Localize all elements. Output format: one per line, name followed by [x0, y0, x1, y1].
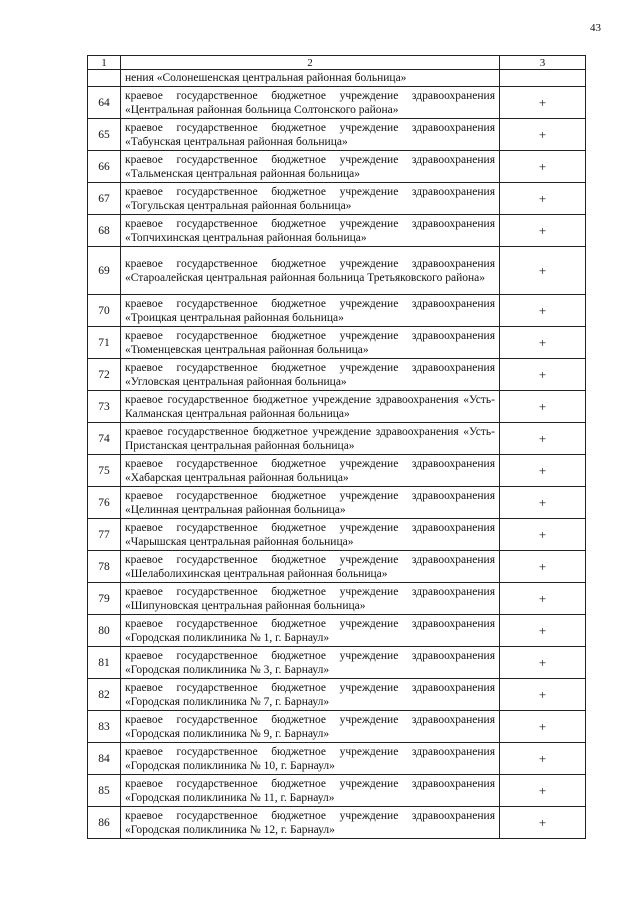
- row-number: 82: [88, 679, 121, 711]
- header-col-1: 1: [88, 56, 121, 70]
- institution-name: краевое государственное бюджетное учреждение здравоохранения «Троицкая центральная районная больница»: [121, 295, 500, 327]
- table-row: [88, 647, 586, 679]
- inclusion-mark: +: [500, 87, 586, 119]
- row-number: 86: [88, 807, 121, 839]
- table-row: [88, 295, 586, 327]
- table-row: [88, 487, 586, 519]
- institution-name: краевое государственное бюджетное учреждение здравоохранения «Городская поликлиника № 9, г. Барнаул»: [121, 711, 500, 743]
- table-row: [88, 327, 586, 359]
- institution-name: краевое государственное бюджетное учреждение здравоохранения «Шипуновская центральная районная больница»: [121, 583, 500, 615]
- inclusion-mark: +: [500, 615, 586, 647]
- inclusion-mark: +: [500, 215, 586, 247]
- row-number: 81: [88, 647, 121, 679]
- row-number: 76: [88, 487, 121, 519]
- row-number: 69: [88, 247, 121, 295]
- institution-name: краевое государственное бюджетное учреждение здравоохранения «Чарышская центральная районная больница»: [121, 519, 500, 551]
- header-col-2: 2: [121, 56, 500, 70]
- table-row: [88, 775, 586, 807]
- row-number: 67: [88, 183, 121, 215]
- inclusion-mark: +: [500, 151, 586, 183]
- institution-name: краевое государственное бюджетное учреждение здравоохранения «Городская поликлиника № 11, г. Барнаул»: [121, 775, 500, 807]
- row-number: 65: [88, 119, 121, 151]
- inclusion-mark: +: [500, 487, 586, 519]
- institution-name: краевое государственное бюджетное учреждение здравоохранения «Усть-Калманская центральная районная больница»: [121, 391, 500, 423]
- row-number: 74: [88, 423, 121, 455]
- table-row: [88, 807, 586, 839]
- inclusion-mark: +: [500, 391, 586, 423]
- institution-name: краевое государственное бюджетное учреждение здравоохранения «Городская поликлиника № 1, г. Барнаул»: [121, 615, 500, 647]
- inclusion-mark: +: [500, 359, 586, 391]
- row-number: 73: [88, 391, 121, 423]
- inclusion-mark: +: [500, 679, 586, 711]
- inclusion-mark: +: [500, 423, 586, 455]
- row-number: 80: [88, 615, 121, 647]
- institution-name: краевое государственное бюджетное учреждение здравоохранения «Городская поликлиника № 7, г. Барнаул»: [121, 679, 500, 711]
- institution-name: краевое государственное бюджетное учреждение здравоохранения «Угловская центральная районная больница»: [121, 359, 500, 391]
- table-row: [88, 711, 586, 743]
- row-number: 68: [88, 215, 121, 247]
- inclusion-mark: +: [500, 183, 586, 215]
- table-row: [88, 679, 586, 711]
- institution-name: краевое государственное бюджетное учреждение здравоохранения «Городская поликлиника № 10, г. Барнаул»: [121, 743, 500, 775]
- table-row: [88, 215, 586, 247]
- institution-name: краевое государственное бюджетное учреждение здравоохранения «Староалейская центральная районная больница Третьяковского района»: [121, 247, 500, 295]
- table-row: [88, 183, 586, 215]
- inclusion-mark: +: [500, 295, 586, 327]
- continuation-row: [88, 70, 586, 87]
- inclusion-mark: +: [500, 647, 586, 679]
- row-number: 77: [88, 519, 121, 551]
- table-row: [88, 583, 586, 615]
- table-row: [88, 519, 586, 551]
- row-number: 84: [88, 743, 121, 775]
- row-mark-cell: [500, 70, 586, 87]
- inclusion-mark: +: [500, 583, 586, 615]
- institutions-table: [87, 55, 586, 839]
- table-row: [88, 423, 586, 455]
- table-row: [88, 391, 586, 423]
- row-number: 70: [88, 295, 121, 327]
- header-col-3: 3: [500, 56, 586, 70]
- institution-name: краевое государственное бюджетное учреждение здравоохранения «Городская поликлиника № 3, г. Барнаул»: [121, 647, 500, 679]
- row-number: 75: [88, 455, 121, 487]
- inclusion-mark: +: [500, 247, 586, 295]
- table-row: [88, 119, 586, 151]
- continuation-text: нения «Солонешенская центральная районная больница»: [121, 70, 500, 87]
- table-row: [88, 615, 586, 647]
- institution-name: краевое государственное бюджетное учреждение здравоохранения «Топчихинская центральная районная больница»: [121, 215, 500, 247]
- institution-name: краевое государственное бюджетное учреждение здравоохранения «Тальменская центральная районная больница»: [121, 151, 500, 183]
- institution-name: краевое государственное бюджетное учреждение здравоохранения «Городская поликлиника № 12, г. Барнаул»: [121, 807, 500, 839]
- institution-name: краевое государственное бюджетное учреждение здравоохранения «Тогульская центральная районная больница»: [121, 183, 500, 215]
- row-number: 66: [88, 151, 121, 183]
- row-number: 79: [88, 583, 121, 615]
- inclusion-mark: +: [500, 119, 586, 151]
- row-number: 83: [88, 711, 121, 743]
- institution-name: краевое государственное бюджетное учреждение здравоохранения «Целинная центральная районная больница»: [121, 487, 500, 519]
- table-header-row: [88, 56, 586, 70]
- inclusion-mark: +: [500, 807, 586, 839]
- inclusion-mark: +: [500, 743, 586, 775]
- row-number: 72: [88, 359, 121, 391]
- row-number-cell: [88, 70, 121, 87]
- row-number: 78: [88, 551, 121, 583]
- row-number: 85: [88, 775, 121, 807]
- table-row: [88, 743, 586, 775]
- institution-name: краевое государственное бюджетное учреждение здравоохранения «Шелаболихинская центральная районная больница»: [121, 551, 500, 583]
- inclusion-mark: +: [500, 551, 586, 583]
- table-row: [88, 151, 586, 183]
- institution-name: краевое государственное бюджетное учреждение здравоохранения «Усть-Пристанская центральная районная больница»: [121, 423, 500, 455]
- row-number: 64: [88, 87, 121, 119]
- institution-name: краевое государственное бюджетное учреждение здравоохранения «Хабарская центральная районная больница»: [121, 455, 500, 487]
- table-row: [88, 87, 586, 119]
- page-number: 43: [590, 22, 601, 34]
- inclusion-mark: +: [500, 327, 586, 359]
- institution-name: краевое государственное бюджетное учреждение здравоохранения «Табунская центральная районная больница»: [121, 119, 500, 151]
- table-row: [88, 359, 586, 391]
- inclusion-mark: +: [500, 455, 586, 487]
- row-number: 71: [88, 327, 121, 359]
- inclusion-mark: +: [500, 519, 586, 551]
- table-row: [88, 455, 586, 487]
- institution-name: краевое государственное бюджетное учреждение здравоохранения «Тюменцевская центральная районная больница»: [121, 327, 500, 359]
- table-row: [88, 247, 586, 295]
- inclusion-mark: +: [500, 711, 586, 743]
- table-row: [88, 551, 586, 583]
- inclusion-mark: +: [500, 775, 586, 807]
- institution-name: краевое государственное бюджетное учреждение здравоохранения «Центральная районная больница Солтонского района»: [121, 87, 500, 119]
